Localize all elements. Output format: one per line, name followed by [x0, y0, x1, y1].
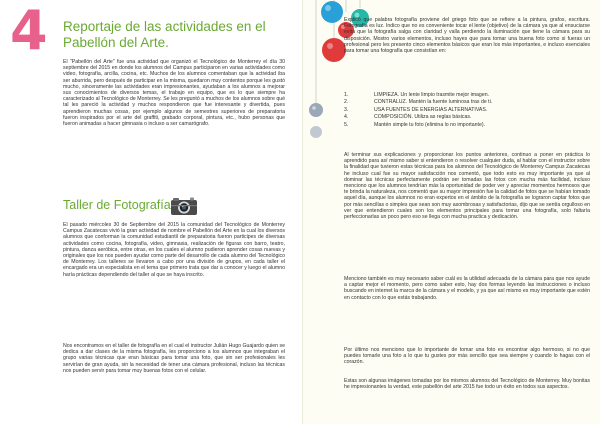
page-number: 4: [10, 0, 48, 62]
left-page: [0, 0, 291, 424]
list-item: 3. USA FUENTES DE ENERGIAS ALTERNATIVAS.: [344, 106, 488, 113]
camera-icon: [170, 196, 198, 216]
images-paragraph: Estas son algunas imágenes tomadas por los mismos alumnos del Tecnológico de Monterrey. Muy bonitas he impresionantes la verdad, este pabellón del arte 2015 fue todo un éxito en todos sus aspectos.: [344, 378, 590, 391]
section-subtitle: Taller de Fotografía: [63, 198, 171, 212]
article-title: Reportaje de las actividades en el Pabellón del Arte.: [63, 19, 266, 50]
closing-paragraph: Por último nos menciono que lo importante de tomar una foto es encontrar algo hermoso, si no que puedes tomarle una foto a lo que tu gustes por más sencillo que sea siempre y cuando lo hagas con el corazón.: [344, 347, 590, 366]
list-item: 4. COMPOSICIÓN. Utiliza as reglas básicas.: [344, 114, 472, 121]
list-item: 5. Mantén simple tu foto (elimina lo no importante).: [344, 121, 486, 128]
practice-paragraph: Al terminar sus explicaciones y proporcionar los puntos anteriores, continuo a poner en práctica lo aprendido para así mismo saber si entendieron o resolver cualquier duda, al hablar con el instructor sobre la finalidad que tuvieron estas técnicas para los alumnos del Tecnológico de Monterrey Campus Zacatecas he incluso cual fue su mayor satisfacción nos comentó, que todo esto es muy importante ya que al dominar las técnicas perfectamente podrán ser tomadas las fotos con mucha más facilidad, incluso menciono que los alumnos tendrían más la oportunidad de poder ver y apreciar momentos hermosos que te brinda la naturaleza, nos comentó que su mayor impresión fue la calidad de fotos que se habían tomado aquel día, aunque los alumnos no eran expertos en el ámbito de la fotografía se lograron captar fotos que por más sencillas o simples que sean son muy asombrosas y satisfactorias, dijo que se sentía orgulloso en ver que entendieron cuales son los elementos principales para tomar una fotografía, solo faltaría perfeccionarlas un poco pero eso se llega con mucha practica y dedicación.: [344, 152, 590, 221]
camera-usage-paragraph: Menciono también es muy necesario saber cuál es la utilidad adecuada de la cámara para que nos ayude a captar mejor el momento, pero como saber esto, hay dos formas leyendo las instrucciones o incluso buscando en internet la marca de la cámara y el modelo, y ya que así mismo es muy importante que estén en contacto con lo que estás trabajando.: [344, 276, 590, 301]
instructor-paragraph: Nos encontramos en el taller de fotografía en el cual el instructor Julián Hugo Guajardo quien se dedica a dar clases de la misma fotografía, les proporciono a los alumnos que integraban el grupo varias técnicas que eran básicas para tomar una foto, que sin ser profesionales les servirían de gran ayuda, sin la necesidad de tener una cámara profesional, incluso las técnicas nos pueden servir para tomar muy buenas fotos con el celular.: [63, 343, 285, 374]
workshop-paragraph: El pasado miércoles 30 de Septiembre del 2015 la comunidad del Tecnológico de Monterrey Campus Zacatecas vivió la gran actividad de nombre el Pabellón del Arte en la cual los diversos alumnos que conforman la comunidad estudiantil de preparatoria fueron participes de diversas actividades como cocina, fotografía, video, gimnasia, realización de figuras con barro, teatro, pintura, danza aeróbica, entre otras, en los cuales el alumno pudieron aprender cosas nuevas y originales que los nos pueden ayudar como parte del desarrollo de cada alumno del Tecnológico de Monterrey. Los talleres se llevaron a cabo por una división de grupos, en cada taller el encargado era un especialista en el tema que primero trata que dar a conocer y luego el alumno haría prácticas dependiendo del taller al que se haya inscrito.: [63, 222, 285, 278]
list-item: 1. LIMPIEZA. Un lente limpio trasmite mejor imagen.: [344, 92, 490, 98]
right-intro-paragraph: Explicó que palabra fotografía proviene del griego foto que se refiere a la pintura, grafos, escritura. Fotografía es luz. Indico que no es conveniente tocar el lente (objetivo) de la cámara ya que al ensuciarse evita que la fotografía salga con claridad y valla perdiendo la iluminación que tiene la cámara para su disposición. Mostro varios elementos, incluso hayes que para tomar una buena foto como si fueras un profesional pero les presento cinco elementos básicos que eran los más importantes, e incluso esenciales para tomar una fotografía que consistían en:: [344, 17, 590, 55]
list-item: 2. CONTRALUZ. Mantén la fuente luminosa tras de ti.: [344, 99, 493, 106]
elements-list: [344, 92, 590, 129]
intro-paragraph: El "Pabellón del Arte" fue una actividad que organizó el Tecnológico de Monterrey el día 30 septiembre del 2015 en donde los alumnos del Campus participaron en varias actividades como video, fotografía, arcilla, cocina, etc. Muchos de los alumnos comentaban que la actividad iba ser aburrida, pero después de participar en la misma, quedaron muy contentos porque les gustó mucho, sinceramente las actividades eran impresionantes, ayudaban a los alumnos a mejorar sus conocimientos de diversos temas, el trabajo en equipo, que es lo que siempre ha caracterizado al Tecnológico de Monterrey. Se les preguntó a muchos de los alumnos sobre qué tal les pareció la actividad y muchos respondieron que fue interesante y divertida, pues aprendieron muchas cosas, por ejemplo algunos de semestres superiores de preparatoria fueron inspirados por el arte del graffiti, grabado corporal, pintura, etc., hubo personas que fueron animadas a hacer gimnasia o incluso a ser camarógrafo.: [63, 59, 285, 128]
